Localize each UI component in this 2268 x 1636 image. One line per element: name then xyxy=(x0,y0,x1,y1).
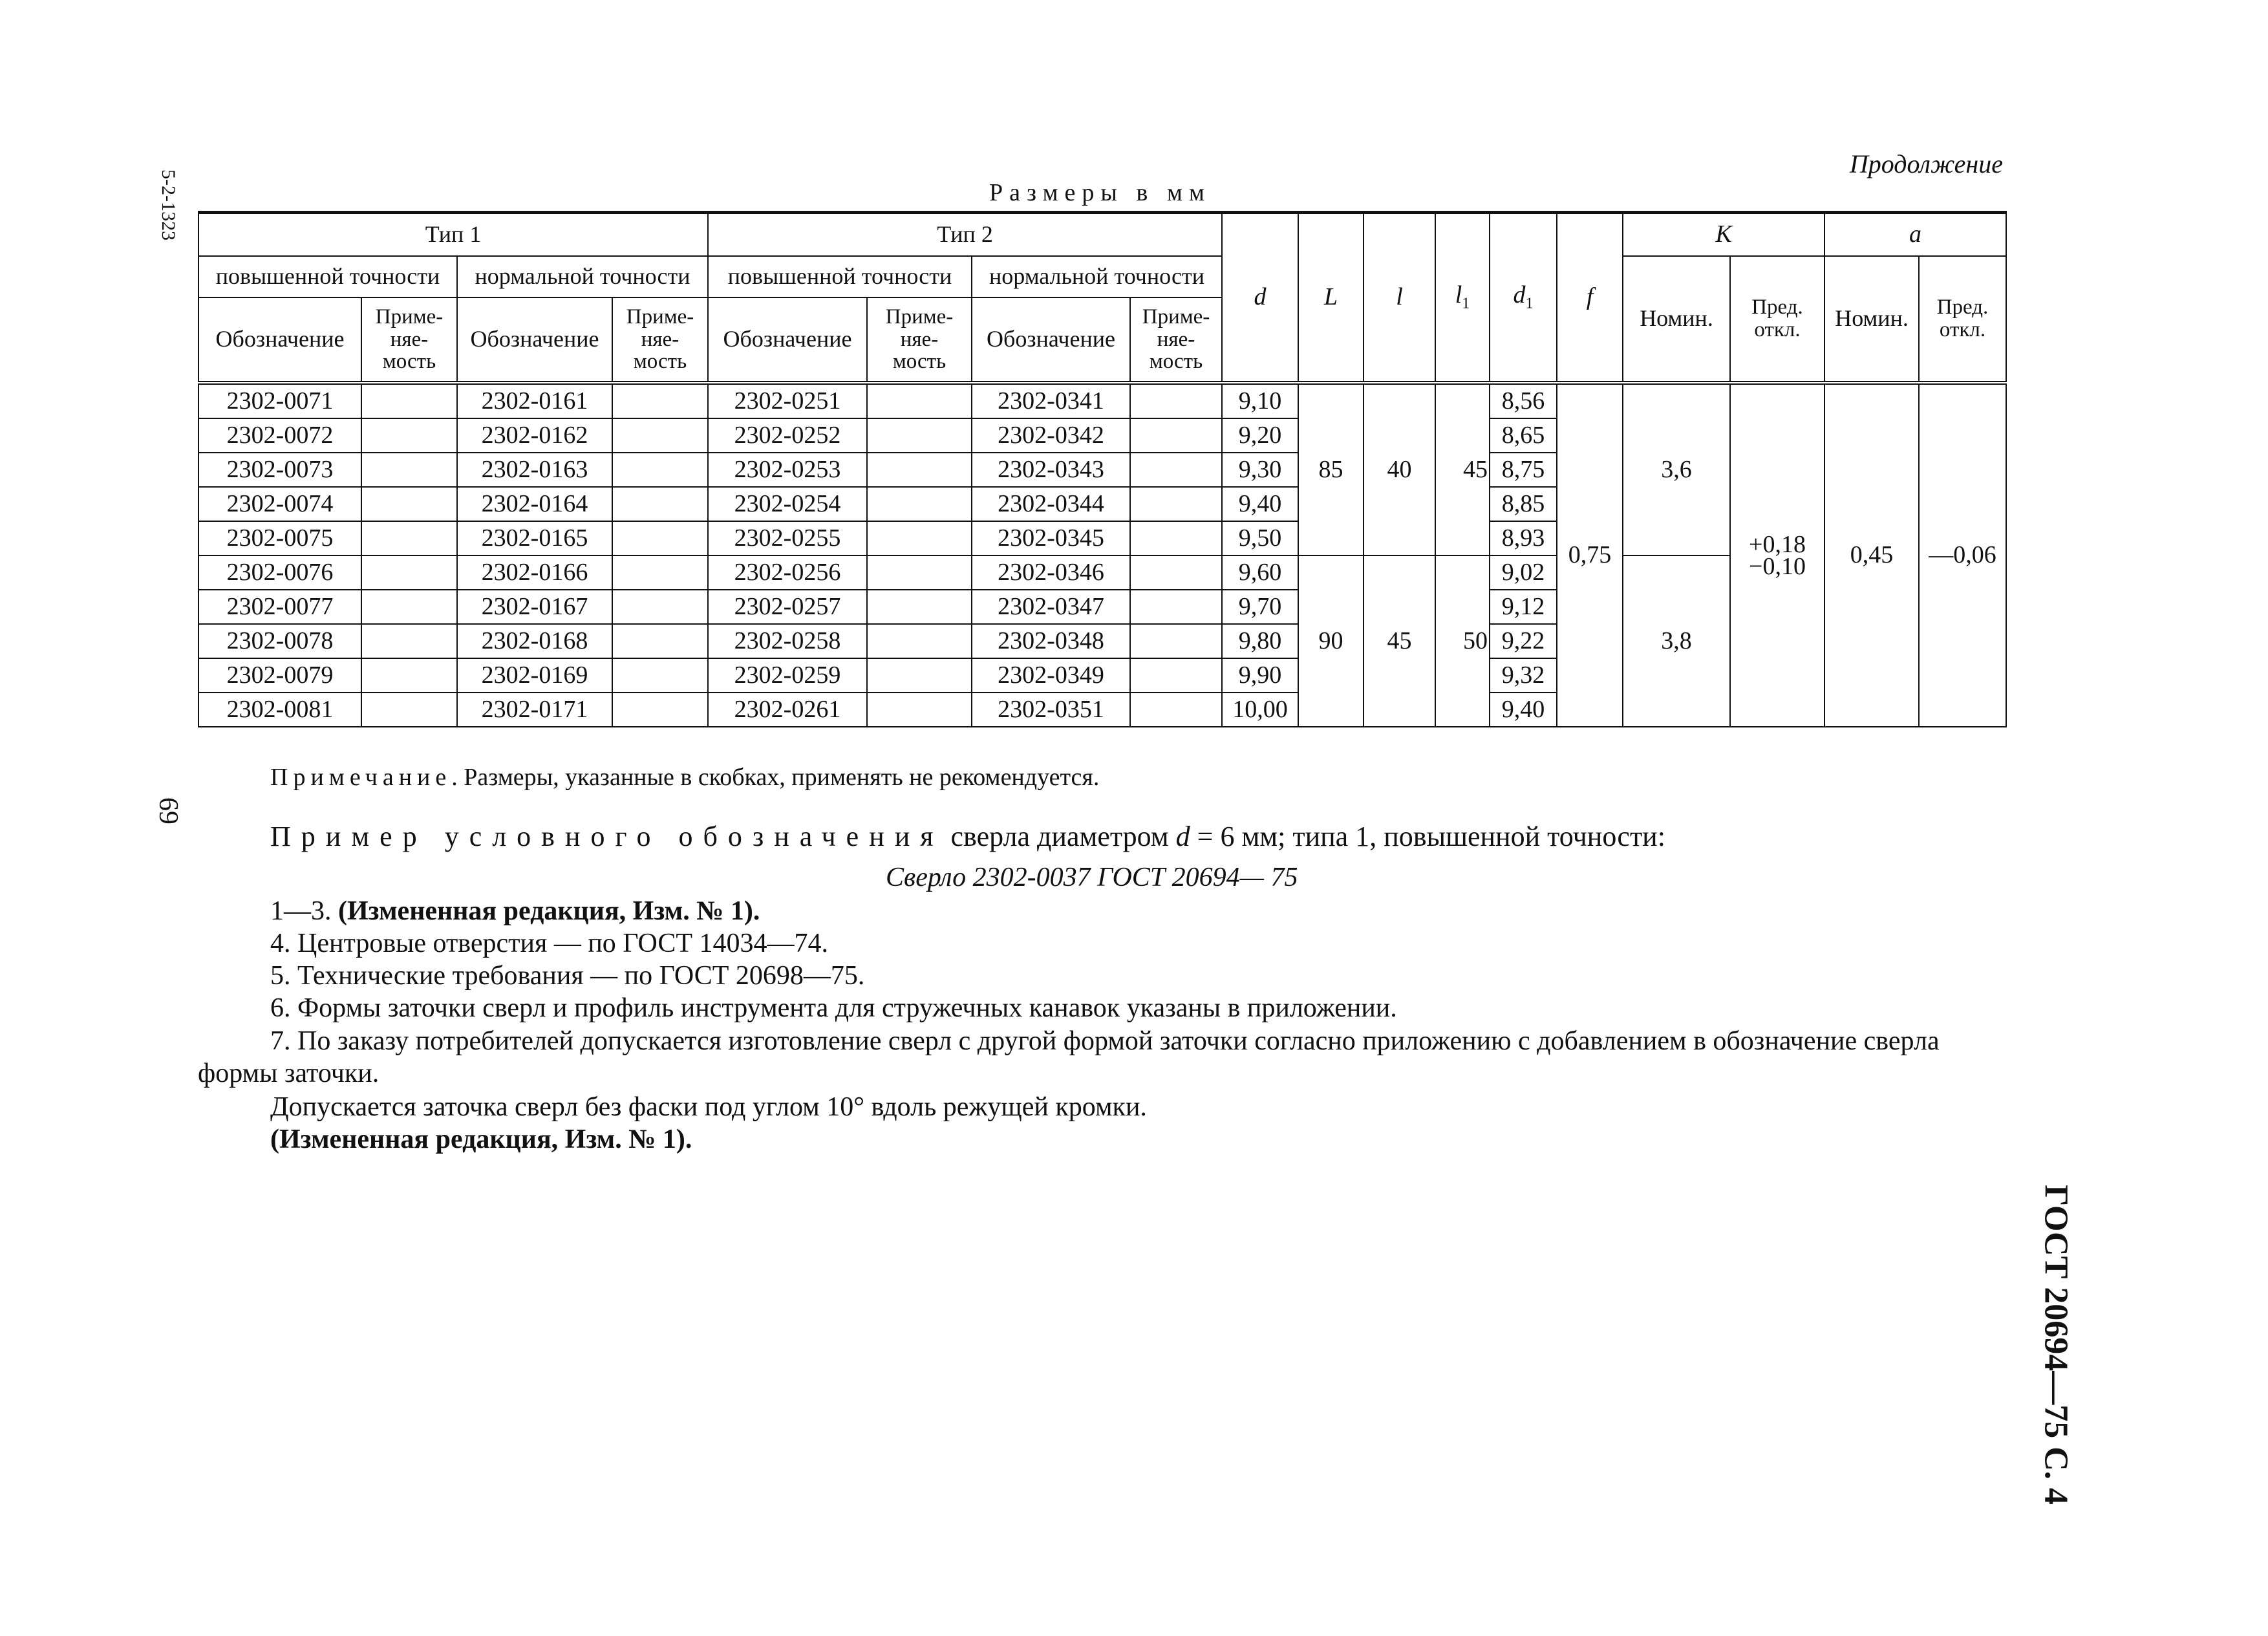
type1-high-designation: 2302-0075 xyxy=(198,521,361,555)
cell-d1: 8,65 xyxy=(1490,418,1557,453)
type1-normal-applicability xyxy=(612,624,708,658)
type2-normal-designation: 2302-0347 xyxy=(972,590,1130,624)
type2-normal-applicability xyxy=(1130,590,1222,624)
type1-high-applicability xyxy=(361,521,457,555)
header-f: f xyxy=(1557,213,1623,383)
header-type2-high: повышенной точности xyxy=(708,256,972,297)
type1-normal-designation: 2302-0162 xyxy=(457,418,612,453)
type1-normal-applicability xyxy=(612,555,708,590)
type2-normal-applicability xyxy=(1130,487,1222,521)
header-d: d xyxy=(1222,213,1298,383)
header-designation: Обозначение xyxy=(708,297,867,383)
type2-high-applicability xyxy=(867,693,972,727)
header-designation: Обозначение xyxy=(198,297,361,383)
type2-normal-designation: 2302-0348 xyxy=(972,624,1130,658)
table-note: Примечание. Размеры, указанные в скобках, применять не рекомендуется. xyxy=(270,764,1100,791)
cell-d1: 8,93 xyxy=(1490,521,1557,555)
cell-d1: 8,56 xyxy=(1490,383,1557,418)
cell-d: 9,60 xyxy=(1222,555,1298,590)
cell-l1: 50 xyxy=(1435,555,1490,727)
designation-example: Пример условного обозначения сверла диаметром d = 6 мм; типа 1, повышенной точности: xyxy=(270,821,1665,852)
header-designation: Обозначение xyxy=(972,297,1130,383)
type1-normal-applicability xyxy=(612,658,708,693)
header-type1-high: повышенной точности xyxy=(198,256,457,297)
cell-l1: 45 xyxy=(1435,383,1490,555)
type2-high-designation: 2302-0252 xyxy=(708,418,867,453)
type2-normal-designation: 2302-0341 xyxy=(972,383,1130,418)
type2-normal-applicability xyxy=(1130,555,1222,590)
header-d1: $d_1$ xyxy=(1490,213,1557,383)
cell-l: 45 xyxy=(1364,555,1435,727)
type2-high-applicability xyxy=(867,487,972,521)
type1-normal-applicability xyxy=(612,487,708,521)
header-type1-normal: нормальной точности xyxy=(457,256,708,297)
cell-d1: 9,32 xyxy=(1490,658,1557,693)
header-K-tolerance: Пред. откл. xyxy=(1730,256,1824,383)
type1-high-applicability xyxy=(361,693,457,727)
cell-d: 9,80 xyxy=(1222,624,1298,658)
cell-l: 40 xyxy=(1364,383,1435,555)
cell-d1: 8,75 xyxy=(1490,453,1557,487)
type1-high-designation: 2302-0074 xyxy=(198,487,361,521)
dimensions-table xyxy=(198,211,2007,727)
type1-high-applicability xyxy=(361,383,457,418)
cell-d: 9,70 xyxy=(1222,590,1298,624)
type2-normal-applicability xyxy=(1130,521,1222,555)
type2-high-applicability xyxy=(867,590,972,624)
type1-high-applicability xyxy=(361,487,457,521)
cell-d: 10,00 xyxy=(1222,693,1298,727)
type2-high-designation: 2302-0258 xyxy=(708,624,867,658)
type1-high-designation: 2302-0071 xyxy=(198,383,361,418)
type1-high-applicability xyxy=(361,624,457,658)
header-L: L xyxy=(1298,213,1364,383)
cell-a-nominal: 0,45 xyxy=(1824,383,1919,727)
type2-normal-applicability xyxy=(1130,383,1222,418)
paragraph-5: 5. Технические требования — по ГОСТ 20698—75. xyxy=(270,961,865,991)
type2-high-designation: 2302-0257 xyxy=(708,590,867,624)
header-l: l xyxy=(1364,213,1435,383)
type2-high-designation: 2302-0254 xyxy=(708,487,867,521)
type1-normal-applicability xyxy=(612,453,708,487)
type2-normal-applicability xyxy=(1130,693,1222,727)
type1-normal-designation: 2302-0166 xyxy=(457,555,612,590)
margin-page-number: 69 xyxy=(153,797,183,824)
type2-normal-applicability xyxy=(1130,418,1222,453)
type1-normal-applicability xyxy=(612,383,708,418)
table-row xyxy=(198,383,2006,418)
cell-d: 9,40 xyxy=(1222,487,1298,521)
header-a-nominal: Номин. xyxy=(1824,256,1919,383)
type1-normal-applicability xyxy=(612,590,708,624)
type1-high-designation: 2302-0072 xyxy=(198,418,361,453)
header-K: K xyxy=(1623,213,1824,257)
type2-high-applicability xyxy=(867,555,972,590)
type2-normal-designation: 2302-0346 xyxy=(972,555,1130,590)
header-a-tolerance: Пред. откл. xyxy=(1919,256,2006,383)
type2-high-applicability xyxy=(867,418,972,453)
type2-normal-designation: 2302-0351 xyxy=(972,693,1130,727)
cell-d1: 9,02 xyxy=(1490,555,1557,590)
type1-normal-designation: 2302-0163 xyxy=(457,453,612,487)
type2-high-designation: 2302-0251 xyxy=(708,383,867,418)
header-applicability: Приме- няе- мость xyxy=(867,297,972,383)
type1-normal-applicability xyxy=(612,521,708,555)
type2-normal-applicability xyxy=(1130,453,1222,487)
paragraph-7: 7. По заказу потребителей допускается изготовление сверл с другой формой заточки согласно приложению с добавлением в обозначение сверла формы заточки. xyxy=(198,1026,1940,1088)
type1-high-applicability xyxy=(361,658,457,693)
cell-d: 9,30 xyxy=(1222,453,1298,487)
cell-L: 85 xyxy=(1298,383,1364,555)
paragraph-1-3: 1—3. (Измененная редакция, Изм. № 1). xyxy=(270,896,760,926)
header-l1: $l_1$ xyxy=(1435,213,1490,383)
type2-normal-designation: 2302-0342 xyxy=(972,418,1130,453)
header-a: a xyxy=(1824,213,2006,257)
cell-L: 90 xyxy=(1298,555,1364,727)
type2-normal-applicability xyxy=(1130,658,1222,693)
type2-normal-designation: 2302-0349 xyxy=(972,658,1130,693)
cell-K-tolerance: +0,18 −0,10 xyxy=(1730,383,1824,727)
type1-normal-designation: 2302-0165 xyxy=(457,521,612,555)
paragraph-4: 4. Центровые отверстия — по ГОСТ 14034—74. xyxy=(270,929,829,958)
cell-d1: 9,40 xyxy=(1490,693,1557,727)
type1-high-designation: 2302-0078 xyxy=(198,624,361,658)
continuation-label: Продолжение xyxy=(1849,149,2003,178)
header-designation: Обозначение xyxy=(457,297,612,383)
type1-high-designation: 2302-0081 xyxy=(198,693,361,727)
type2-high-applicability xyxy=(867,521,972,555)
type2-normal-applicability xyxy=(1130,624,1222,658)
header-K-nominal: Номин. xyxy=(1623,256,1730,383)
type1-normal-designation: 2302-0169 xyxy=(457,658,612,693)
cell-K-nominal: 3,8 xyxy=(1623,555,1730,727)
type1-high-designation: 2302-0073 xyxy=(198,453,361,487)
header-applicability: Приме- няе- мость xyxy=(361,297,457,383)
cell-f: 0,75 xyxy=(1557,383,1623,727)
type1-normal-applicability xyxy=(612,693,708,727)
paragraph-revision: (Измененная редакция, Изм. № 1). xyxy=(270,1125,692,1154)
type1-normal-designation: 2302-0171 xyxy=(457,693,612,727)
type2-high-designation: 2302-0255 xyxy=(708,521,867,555)
cell-d1: 9,22 xyxy=(1490,624,1557,658)
type2-high-designation: 2302-0259 xyxy=(708,658,867,693)
cell-d: 9,50 xyxy=(1222,521,1298,555)
type1-high-applicability xyxy=(361,453,457,487)
type1-high-designation: 2302-0076 xyxy=(198,555,361,590)
header-type2-normal: нормальной точности xyxy=(972,256,1222,297)
cell-d: 9,90 xyxy=(1222,658,1298,693)
header-applicability: Приме- няе- мость xyxy=(612,297,708,383)
cell-K-nominal: 3,6 xyxy=(1623,383,1730,555)
type1-normal-applicability xyxy=(612,418,708,453)
cell-d1: 8,85 xyxy=(1490,487,1557,521)
header-type1: Тип 1 xyxy=(198,213,708,257)
header-applicability: Приме- няе- мость xyxy=(1130,297,1222,383)
margin-code: 5-2-1323 xyxy=(158,169,179,241)
type1-high-applicability xyxy=(361,555,457,590)
side-document-title: ГОСТ 20694—75 С. 4 xyxy=(2037,1185,2075,1505)
cell-a-tolerance: —0,06 xyxy=(1919,383,2006,727)
type2-high-applicability xyxy=(867,383,972,418)
paragraph-sharpening: Допускается заточка сверл без фаски под углом 10° вдоль режущей кромки. xyxy=(270,1092,1147,1122)
type1-normal-designation: 2302-0167 xyxy=(457,590,612,624)
type2-normal-designation: 2302-0345 xyxy=(972,521,1130,555)
cell-d1: 9,12 xyxy=(1490,590,1557,624)
units-caption: Размеры в мм xyxy=(989,179,1211,206)
cell-d: 9,10 xyxy=(1222,383,1298,418)
type1-high-applicability xyxy=(361,590,457,624)
designation-example-value: Сверло 2302-0037 ГОСТ 20694— 75 xyxy=(886,863,1298,892)
type1-high-designation: 2302-0079 xyxy=(198,658,361,693)
cell-d: 9,20 xyxy=(1222,418,1298,453)
type2-high-applicability xyxy=(867,658,972,693)
type2-high-designation: 2302-0261 xyxy=(708,693,867,727)
type2-high-applicability xyxy=(867,624,972,658)
paragraph-6: 6. Формы заточки сверл и профиль инструмента для стружечных канавок указаны в приложении. xyxy=(270,993,1397,1023)
type1-normal-designation: 2302-0168 xyxy=(457,624,612,658)
type2-normal-designation: 2302-0343 xyxy=(972,453,1130,487)
type1-high-designation: 2302-0077 xyxy=(198,590,361,624)
type1-high-applicability xyxy=(361,418,457,453)
header-type2: Тип 2 xyxy=(708,213,1222,257)
type2-high-designation: 2302-0256 xyxy=(708,555,867,590)
type1-normal-designation: 2302-0161 xyxy=(457,383,612,418)
type2-high-applicability xyxy=(867,453,972,487)
type2-high-designation: 2302-0253 xyxy=(708,453,867,487)
type2-normal-designation: 2302-0344 xyxy=(972,487,1130,521)
type1-normal-designation: 2302-0164 xyxy=(457,487,612,521)
